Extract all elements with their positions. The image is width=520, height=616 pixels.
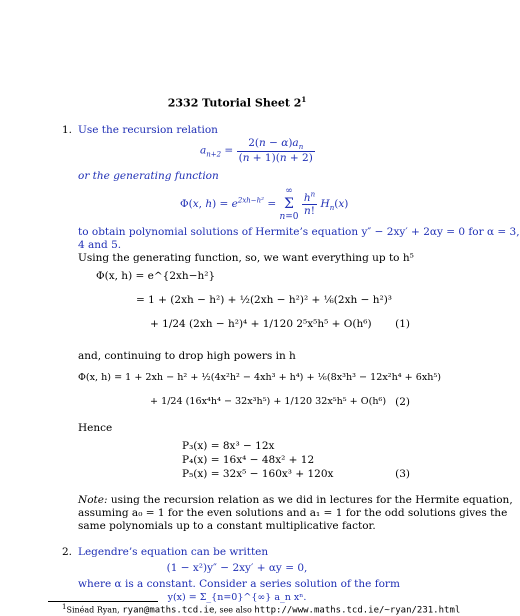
eq3-line-3: P₅(x) = 32x⁵ − 160x³ + 120x: [182, 468, 334, 480]
footnote: $^1$Sinéad Ryan, ryan@maths.tcd.ie, see also http://www.maths.tcd.ie/~ryan/231.html: [62, 603, 461, 616]
hence-text: Hence: [78, 422, 113, 434]
eq2-line-1: Φ(x, h) = 1 + 2xh − h² + ½(4x²h² − 4xh³ + h⁴) + ⅙(8x³h³ − 12x²h⁴ + 6xh⁵): [78, 372, 442, 383]
footnote-url-link[interactable]: http://www.maths.tcd.ie/~ryan/231.html: [254, 605, 461, 616]
eq3-number: (3): [395, 468, 410, 480]
note-line-1: Note: using the recursion relation as we did in lectures for the Hermite equation,: [78, 494, 513, 506]
series-equation: y(x) = Σ_{n=0}^{∞} a_n xⁿ.: [167, 592, 307, 603]
generating-function-equation: Φ(x, $h) = e^{2xh-h^2}$ = ∞ Σ n=0 $\frac{h^n}{n!}$ $H_n(x)$: [180, 186, 349, 222]
where-text: where α is a constant. Consider a series solution of the form: [78, 578, 400, 590]
footnote-rule: [48, 601, 158, 602]
eq1-line-2: = 1 + (2xh − h²) + ½(2xh − h²)² + ⅙(2xh − h²)³: [136, 294, 393, 306]
item1-intro: Use the recursion relation: [78, 124, 218, 136]
recursion-equation: $a_{n+2}$ = $\frac{2(n - \alpha)a_n}{(n + 1)(n + 2)}$: [200, 137, 313, 165]
footnote-email-link[interactable]: ryan@maths.tcd.ie: [122, 605, 215, 616]
item-number-2: 2.: [62, 546, 73, 558]
item-number-1: 1.: [62, 124, 73, 136]
or-text: or the generating function: [78, 170, 219, 182]
note-line-2: assuming a₀ = 1 for the even solutions and a₁ = 1 for the odd solutions gives the: [78, 507, 508, 519]
eq1-line-1: Φ(x, h) = e^{2xh−h²}: [96, 270, 216, 282]
continuing-text: and, continuing to drop high powers in h: [78, 350, 296, 362]
eq1-number: (1): [395, 318, 410, 330]
eq3-line-2: P₄(x) = 16x⁴ − 48x² + 12: [182, 454, 315, 466]
eq3-line-1: P₃(x) = 8x³ − 12x: [182, 440, 275, 452]
legendre-equation: (1 − x²)y″ − 2xy′ + αy = 0,: [166, 562, 308, 574]
eq2-line-2: + 1/24 (16x⁴h⁴ − 32x³h⁵) + 1/120 32x⁵h⁵ + O(h⁶): [150, 396, 387, 407]
note-line-3: same polynomials up to a constant multiplicative factor.: [78, 520, 376, 532]
page-title: 2332 Tutorial Sheet $2^1$: [167, 95, 307, 110]
goal-line-1: to obtain polynomial solutions of Hermite’s equation y″ − 2xy′ + 2αy = 0 for α = 3,: [78, 226, 520, 238]
using-generating-function: Using the generating function, so, we want everything up to h⁵: [78, 252, 414, 264]
note-label: Note:: [78, 494, 108, 506]
eq2-number: (2): [395, 396, 410, 408]
eq1-line-3: + 1/24 (2xh − h²)⁴ + 1/120 2⁵x⁵h⁵ + O(h⁶): [150, 318, 372, 330]
footnote-mark: 1: [301, 95, 307, 104]
item2-intro: Legendre’s equation can be written: [78, 546, 269, 558]
goal-line-2: 4 and 5.: [78, 239, 122, 251]
